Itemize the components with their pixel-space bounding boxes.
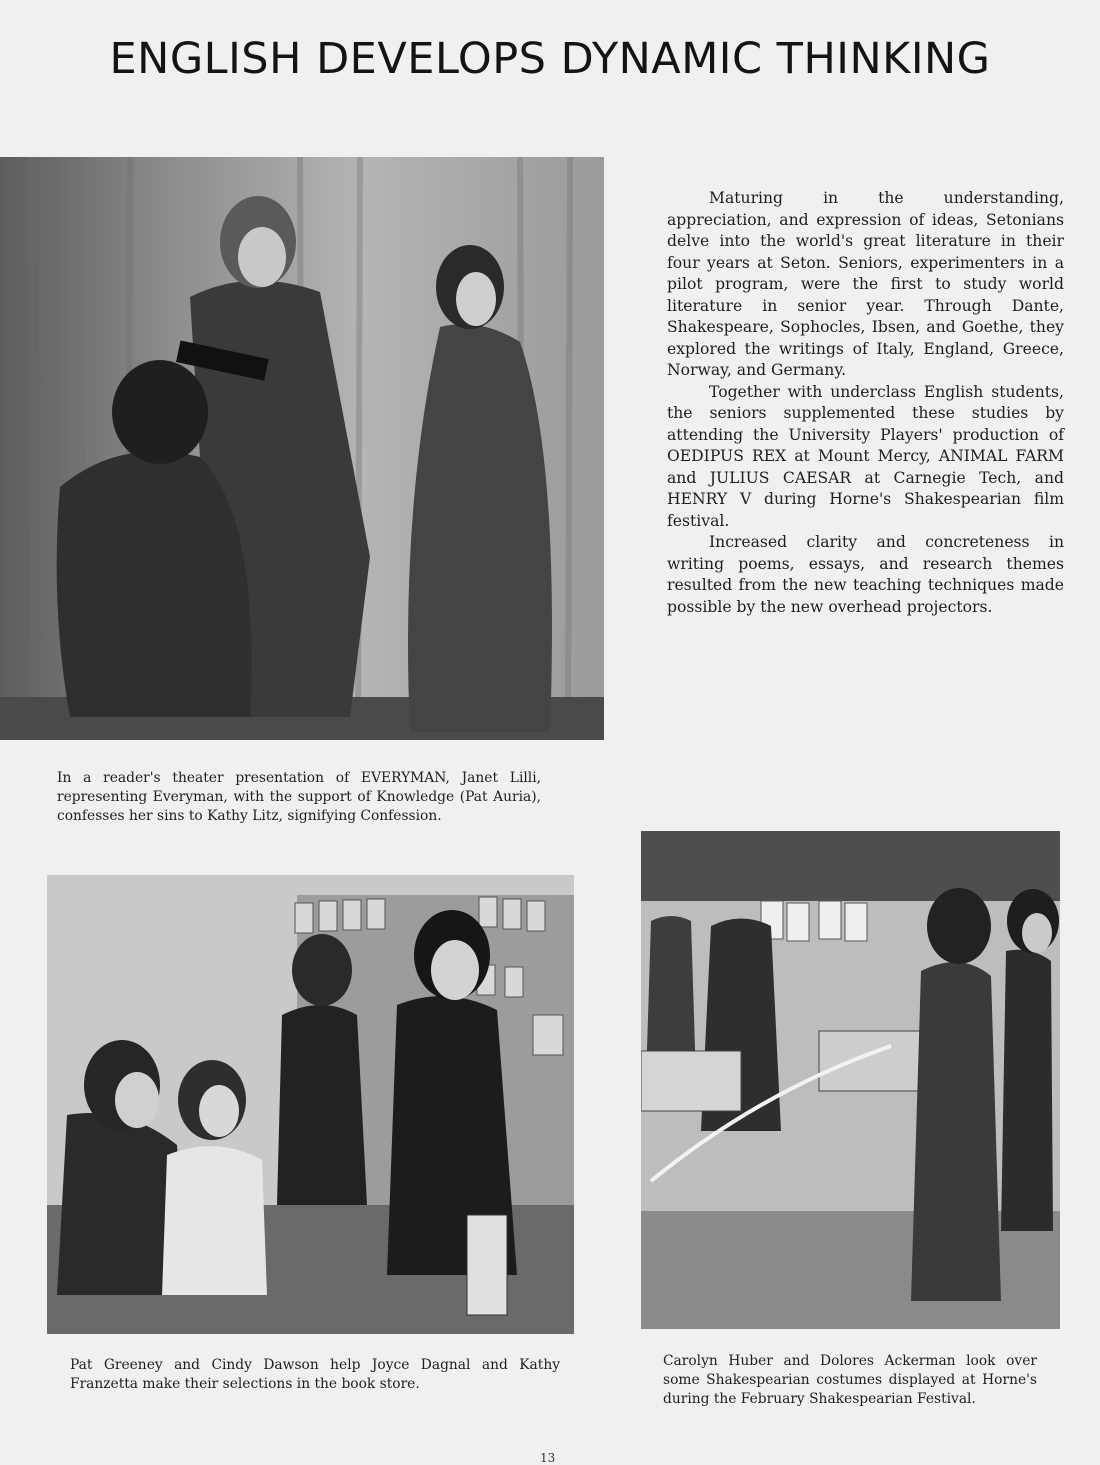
everyman-stage-photo [0, 157, 604, 740]
page-number: 13 [540, 1451, 556, 1465]
article-paragraph: Together with underclass English students, the seniors supplemented these studies by attending the University Players' production of OEDIPUS REX at Mount Mercy, ANIMAL FARM and JULIUS CAESAR at Carnegie Tech, and HENRY V during Horne's Shakespearian film festival. [667, 382, 1064, 530]
everyman-photo-caption: In a reader's theater presentation of EVERYMAN, Janet Lilli, representing Everyman, with the support of Knowledge (Pat Auria), confesses her sins to Kathy Litz, signifying Confession. [57, 770, 541, 824]
bookstore-photo [47, 875, 574, 1334]
article-body [667, 188, 1064, 618]
bookstore-photo-caption: Pat Greeney and Cindy Dawson help Joyce Dagnal and Kathy Franzetta make their selections in the book store. [70, 1357, 560, 1392]
article-paragraph: Increased clarity and concreteness in writing poems, essays, and research themes resulted from the new teaching techniques made possible by the new overhead projectors. [667, 533, 1064, 616]
costume-photo-caption: Carolyn Huber and Dolores Ackerman look over some Shakespearian costumes displayed at Horne's during the February Shakespearian Festival. [663, 1353, 1037, 1407]
article-paragraph: Maturing in the understanding, appreciation, and expression of ideas, Setonians delve into the world's great literature in their four years at Seton. Seniors, experimenters in a pilot program, were the first to study world literature in senior year. Through Dante, Shakespeare, Sophocles, Ibsen, and Goethe, they explored the writings of Italy, England, Greece, Norway, and Germany. [667, 189, 1064, 379]
page-headline: ENGLISH DEVELOPS DYNAMIC THINKING [109, 34, 991, 84]
costume-display-photo [641, 831, 1060, 1329]
